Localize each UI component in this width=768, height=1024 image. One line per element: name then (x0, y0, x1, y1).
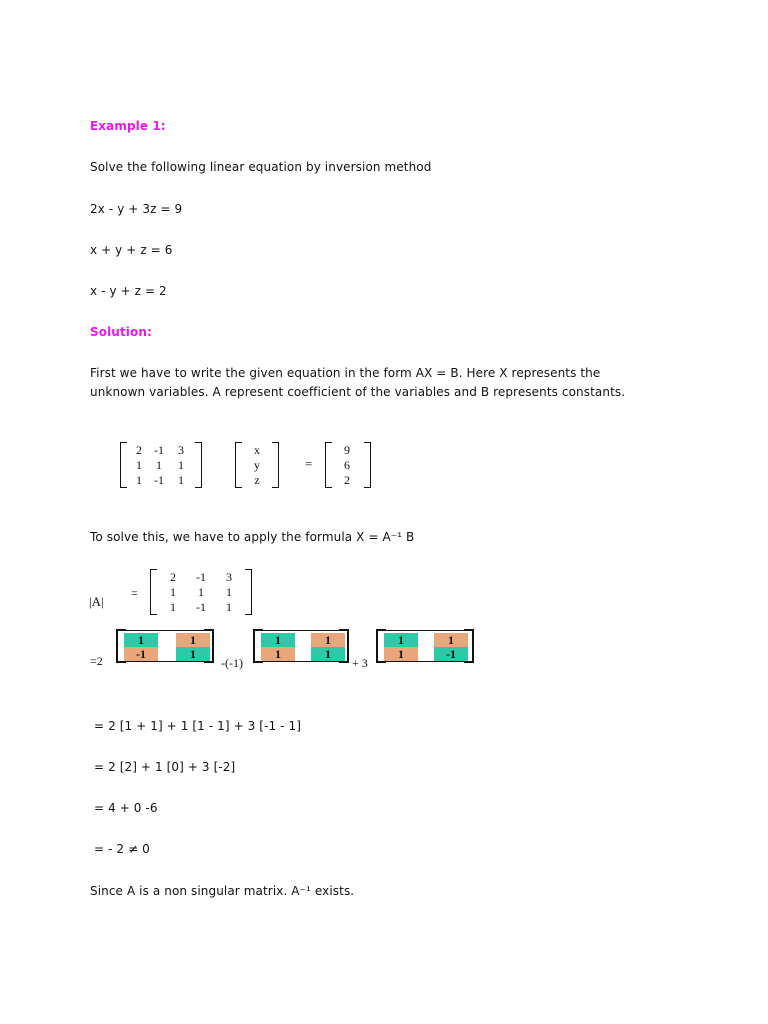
step-3: = 4 + 0 -6 (94, 801, 158, 815)
minor-cell: 1 (261, 647, 295, 661)
minor-cell: 1 (261, 633, 295, 647)
expansion-op-2: -(-1) (221, 656, 243, 670)
vector-cell: 9 (344, 443, 350, 457)
minor-cell: 1 (384, 633, 418, 647)
minor-cell: 1 (384, 647, 418, 661)
matrix-cell: 1 (198, 585, 204, 599)
matrix-cell: -1 (154, 443, 164, 457)
equation-1: 2x - y + 3z = 9 (90, 202, 183, 216)
equals-sign: = (305, 456, 313, 471)
vector-cell: 2 (344, 473, 350, 487)
matrix-cell: 3 (178, 443, 184, 457)
vector-cell: 6 (344, 458, 350, 472)
constant-vector (325, 442, 371, 488)
minor-cell: 1 (124, 633, 158, 647)
step-4: = - 2 ≠ 0 (94, 842, 150, 856)
conclusion: Since A is a non singular matrix. A⁻¹ exists. (90, 884, 355, 898)
matrix-cell: 1 (178, 458, 184, 472)
matrix-cell: -1 (196, 600, 206, 614)
problem-statement: Solve the following linear equation by inversion method (90, 160, 432, 174)
expansion-prefix: =2 (90, 654, 103, 668)
matrix-cell: 1 (136, 458, 142, 472)
minor-cell: -1 (124, 647, 158, 661)
formula-line: To solve this, we have to apply the formula X = A⁻¹ B (90, 530, 415, 544)
equation-2: x + y + z = 6 (90, 243, 173, 257)
cofactor-expansion (0, 630, 768, 670)
matrix-cell: -1 (196, 570, 206, 584)
vector-cell: z (254, 473, 260, 487)
step-2: = 2 [2] + 1 [0] + 3 [-2] (94, 760, 236, 774)
matrix-cell: 3 (226, 570, 232, 584)
matrix-cell: 1 (178, 473, 184, 487)
minor-cell: 1 (434, 633, 468, 647)
step-1: = 2 [1 + 1] + 1 [1 - 1] + 3 [-1 - 1] (94, 719, 302, 733)
minor-cell: 1 (311, 633, 345, 647)
minor-matrix-2 (255, 630, 347, 662)
matrix-cell: 1 (226, 600, 232, 614)
minor-matrix-1 (118, 630, 212, 662)
solution-heading: Solution: (90, 325, 152, 339)
minor-cell: 1 (176, 647, 210, 661)
matrix-cell: -1 (154, 473, 164, 487)
vector-cell: y (254, 458, 260, 472)
coefficient-matrix (120, 442, 202, 488)
intro-paragraph: First we have to write the given equation in the form AX = B. Here X represents the unknown variables. A represent coefficient of the variables and B represents constants. (90, 366, 626, 399)
matrix-cell: 1 (170, 600, 176, 614)
example-heading: Example 1: (90, 119, 166, 133)
matrix-cell: 1 (170, 585, 176, 599)
matrix-cell: 2 (170, 570, 176, 584)
matrix-cell: 2 (136, 443, 142, 457)
vector-cell: x (254, 443, 260, 457)
determinant-equals: = (131, 586, 138, 600)
equation-3: x - y + z = 2 (90, 284, 167, 298)
matrix-cell: 1 (156, 458, 162, 472)
minor-matrix-3 (378, 630, 472, 662)
variable-vector (235, 442, 279, 488)
minor-cell: 1 (176, 633, 210, 647)
matrix-cell: 1 (226, 585, 232, 599)
minor-cell: 1 (311, 647, 345, 661)
minor-cell: -1 (434, 647, 468, 661)
expansion-op-3: + 3 (352, 656, 368, 670)
determinant-matrix (150, 569, 252, 615)
matrix-cell: 1 (136, 473, 142, 487)
determinant-label: |A| (89, 594, 104, 609)
